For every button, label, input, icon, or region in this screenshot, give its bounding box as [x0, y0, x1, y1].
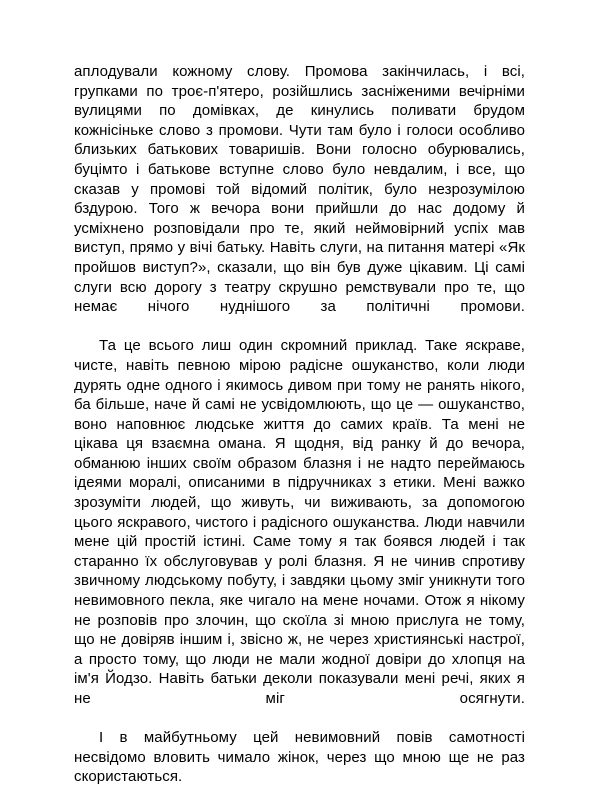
- body-paragraph-2: Та це всього лиш один скромний приклад. Таке яскраве, чисте, навіть певною мірою радісне ошуканство, коли люди дурять одне одного і якимось дивом при тому не ранять нікого, ба більше, наче й самі не усвідомлюють, що це — ошуканство, воно наповнює людське життя до самих країв. Та мені не цікава ця взаємна омана. Я щодня, від ранку й до вечора, обманюю інших своїм образом блазня і не надто переймаюсь ідеями моралі, описаними в підручниках з етики. Мені важко зрозуміти людей, що живуть, чи виживають, за допомогою цього яскравого, чистого і радісного ошуканства. Люди навчили мене цій простій істині. Саме тому я так боявся людей і так старанно їх обслуговував у ролі блазня. Я не чинив спротиву звичному людському побуту, і завдяки цьому зміг уникнути того невимовного пекла, яке чигало на мене ночами. Отож я нікому не розповів про злочин, що скоїла зі мною прислуга не тому, що не довіряв іншим і, звісно ж, не через християнські настрої, а просто тому, що люди не мали жодної довіри до хлопця на ім'я Йодзо. Навіть батьки деколи показували мені речі, яких я не міг осягнути.: [74, 337, 525, 707]
- body-paragraph-1: аплодували кожному слову. Промова закінчилась, і всі, групками по троє-п'ятеро, розійшлись засніженими вечірніми вулицями по домівках, де кинулись поливати брудом кожнісіньке слово з промови. Чути там було і голоси особливо близьких батькових товаришів. Вони голосно обурювались, буцімто і батькове вступне слово було невдалим, і все, що сказав у промові той відомий політик, було незрозумілою бздурою. Того ж вечора вони прийшли до нас додому й усміхнено розповідали про те, який неймовірний успіх мав виступ, прямо у вічі батьку. Навіть слуги, на питання матері «Як пройшов виступ?», сказали, що він був дуже цікавим. Ці самі слуги всю дорогу з театру скрушно ремствували про те, що немає нічого нуднішого за політичні промови.: [74, 63, 525, 316]
- body-text-column: [74, 62, 525, 807]
- body-paragraph-3: І в майбутньому цей невимовний повів самотності несвідомо вловить чимало жінок, через що мною ще не раз скористаються.: [74, 729, 525, 786]
